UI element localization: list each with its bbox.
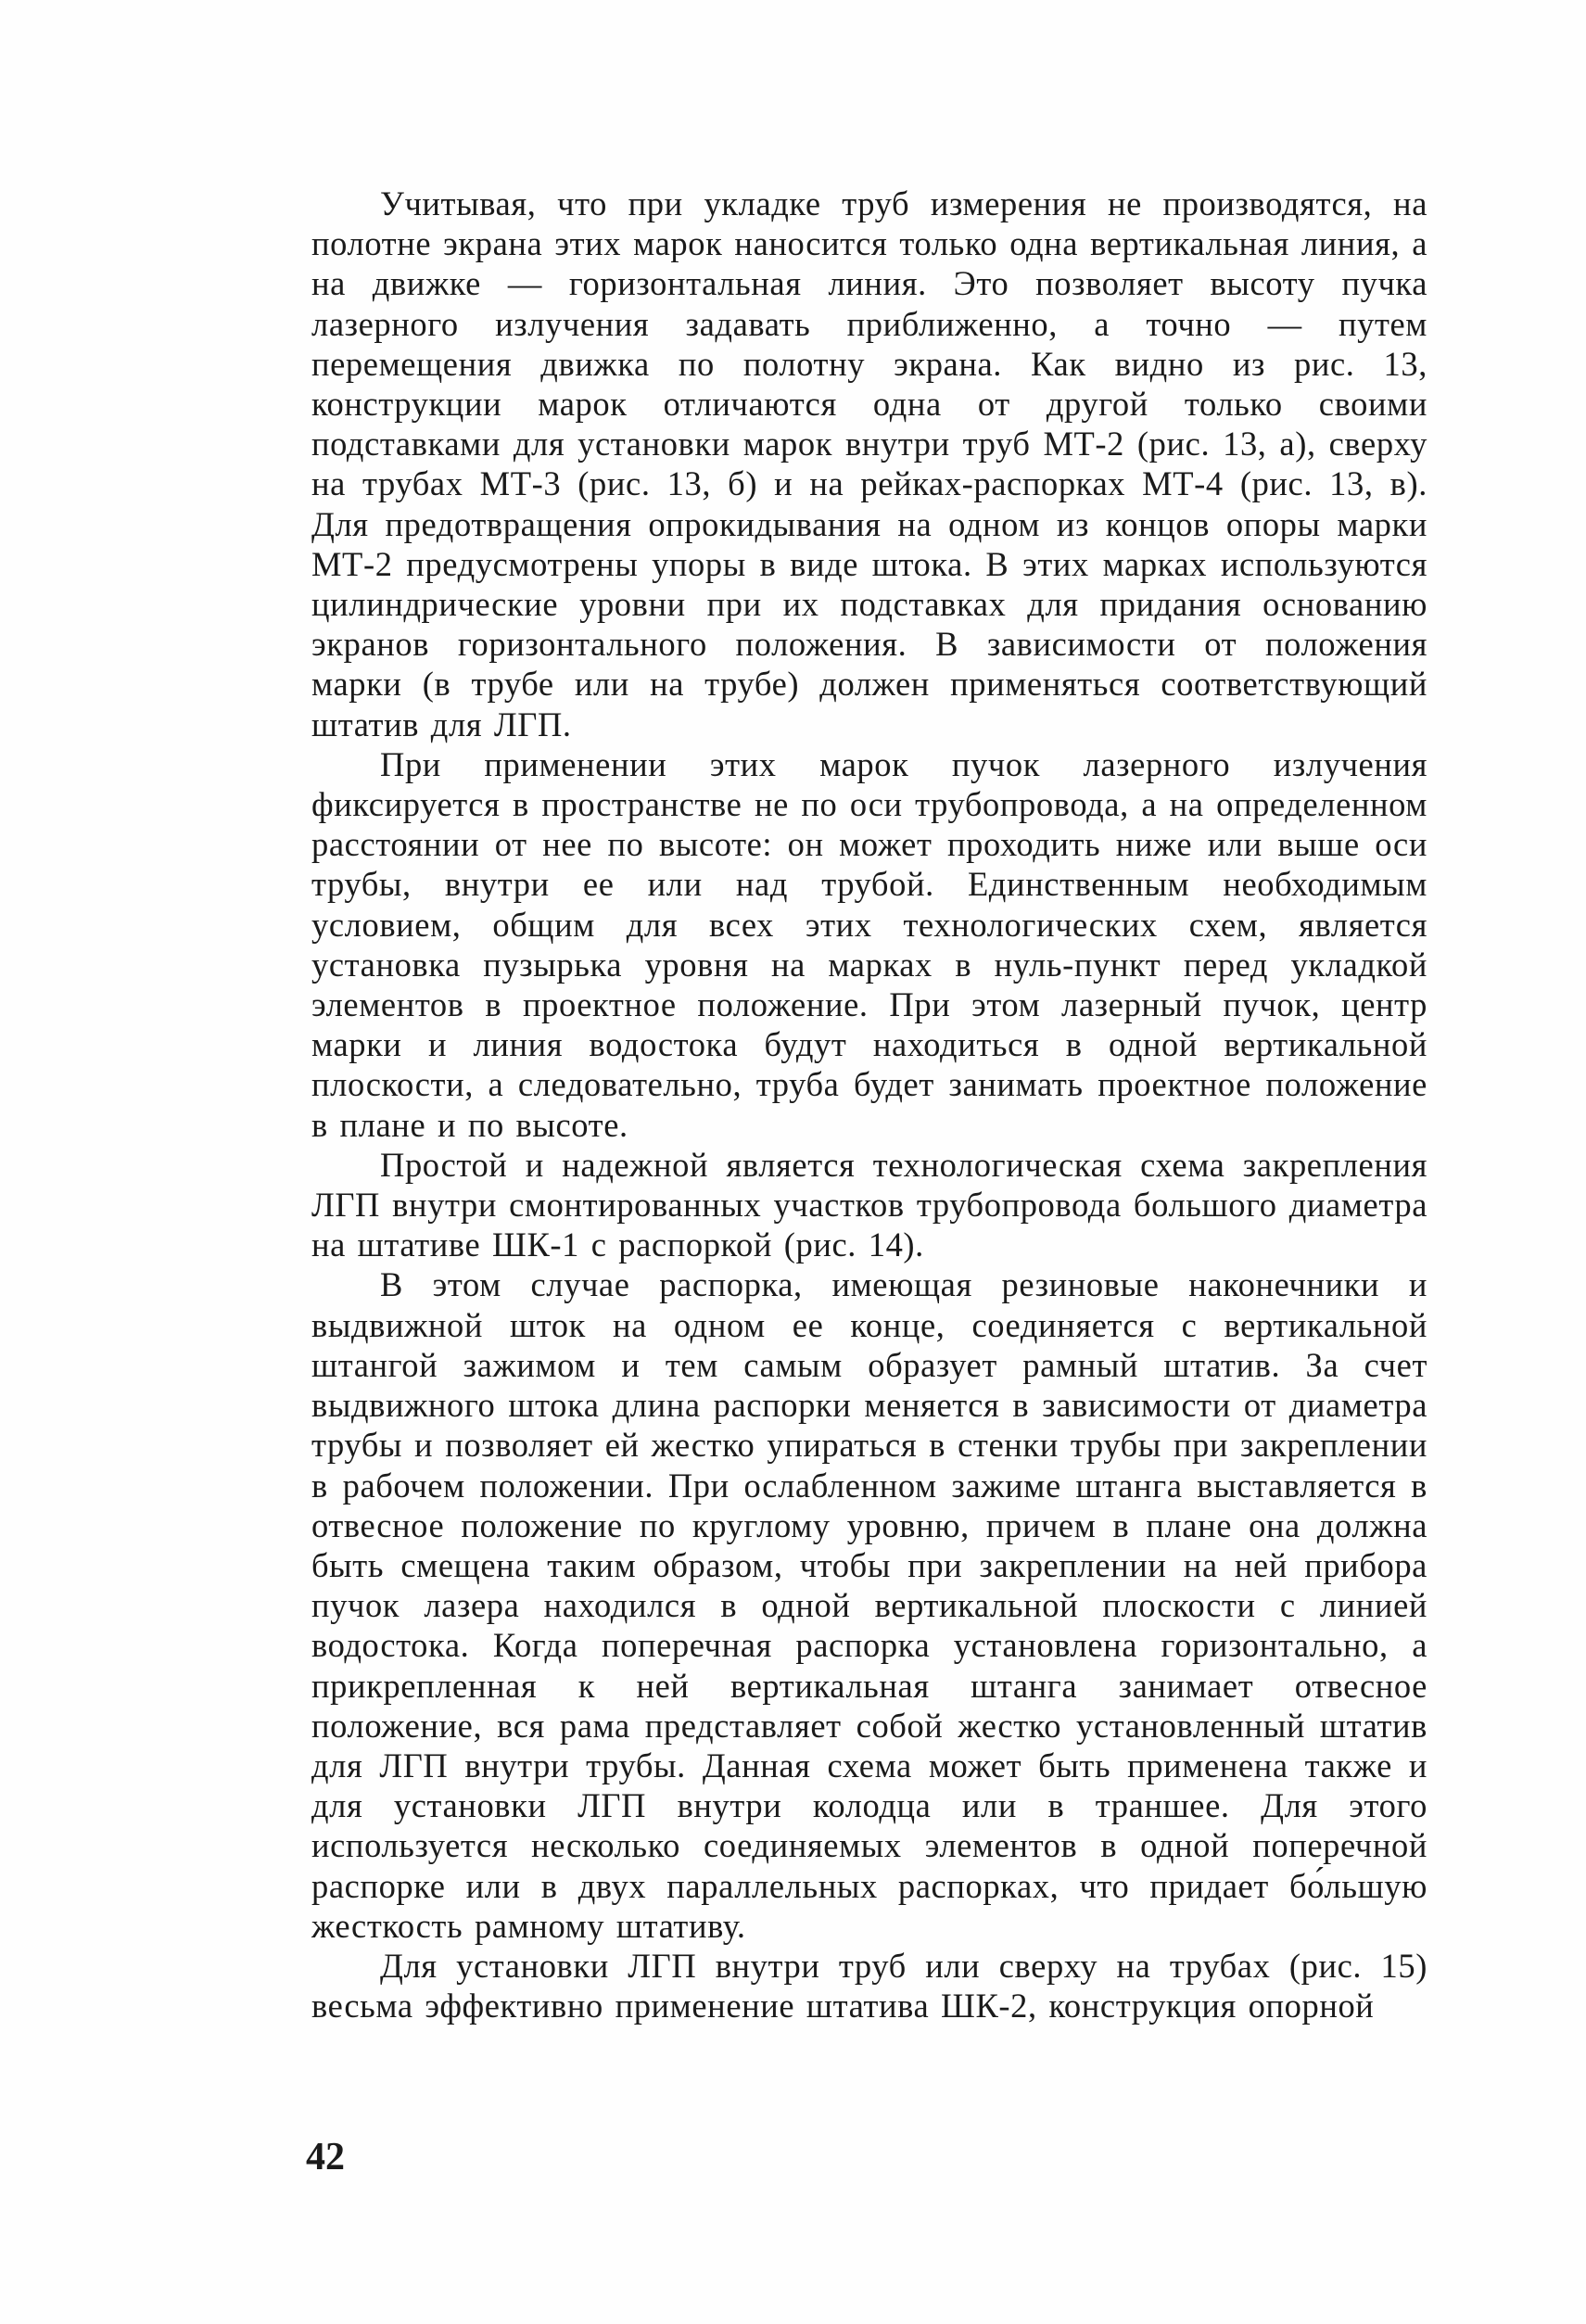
paragraph-2: При применении этих марок пучок лазерного излучения фиксируется в пространстве не по оси трубопровода, а на определенном расстоянии от нее по высоте: он может проходить ниже или выше оси трубы, внутри ее или над трубой. Единственным необходимым условием, общим для всех этих технологических схем, является установка пузырька уровня на марках в нуль-пункт перед укладкой элементов в проектное положение. При этом лазерный пучок, центр марки и линия водостока будут находиться в одной вертикальной плоскости, а следовательно, труба будет занимать проектное положение в плане и по высоте.: [311, 744, 1427, 1144]
paragraph-5: Для установки ЛГП внутри труб или сверху на трубах (рис. 15) весьма эффективно применение штатива ШК-2, конструкция опорной: [311, 1946, 1427, 2026]
paragraph-3: Простой и надежной является технологическая схема закрепления ЛГП внутри смонтированных участков трубопровода большого диаметра на штативе ШК-1 с распоркой (рис. 14).: [311, 1145, 1427, 1264]
page-number: 42: [306, 2136, 345, 2178]
paragraph-4: В этом случае распорка, имеющая резиновые наконечники и выдвижной шток на одном ее конце, соединяется с вертикальной штангой зажимом и тем самым образует рамный штатив. За счет выдвижного штока длина распорки меняется в зависимости от диаметра трубы и позволяет ей жестко упираться в стенки трубы при закреплении в рабочем положении. При ослабленном зажиме штанга выставляется в отвесное положение по круглому уровню, причем в плане она должна быть смещена таким образом, чтобы при закреплении на ней прибора пучок лазера находился в одной вертикальной плоскости с линией водостока. Когда поперечная распорка установлена горизонтально, а прикрепленная к ней вертикальная штанга занимает отвесное положение, вся рама представляет собой жестко установленный штатив для ЛГП внутри трубы. Данная схема может быть применена также и для установки ЛГП внутри колодца или в траншее. Для этого используется несколько соединяемых элементов в одной поперечной распорке или в двух параллельных распорках, что придает бо́льшую жесткость рамному штативу.: [311, 1265, 1427, 1945]
paragraph-1: Учитывая, что при укладке труб измерения не производятся, на полотне экрана этих марок наносится только одна вертикальная линия, а на движке — горизонтальная линия. Это позволяет высоту пучка лазерного излучения задавать приближенно, а точно — путем перемещения движка по полотну экрана. Как видно из рис. 13, конструкции марок отличаются одна от другой только своими подставками для установки марок внутри труб МТ-2 (рис. 13, а), сверху на трубах МТ-3 (рис. 13, б) и на рейках-распорках МТ-4 (рис. 13, в). Для предотвращения опрокидывания на одном из концов опоры марки МТ-2 предусмотрены упоры в виде штока. В этих марках используются цилиндрические уровни при их подставках для придания основанию экранов горизонтального положения. В зависимости от положения марки (в трубе или на трубе) должен применяться соответствующий штатив для ЛГП.: [311, 184, 1427, 743]
body-text: [311, 184, 1427, 2026]
